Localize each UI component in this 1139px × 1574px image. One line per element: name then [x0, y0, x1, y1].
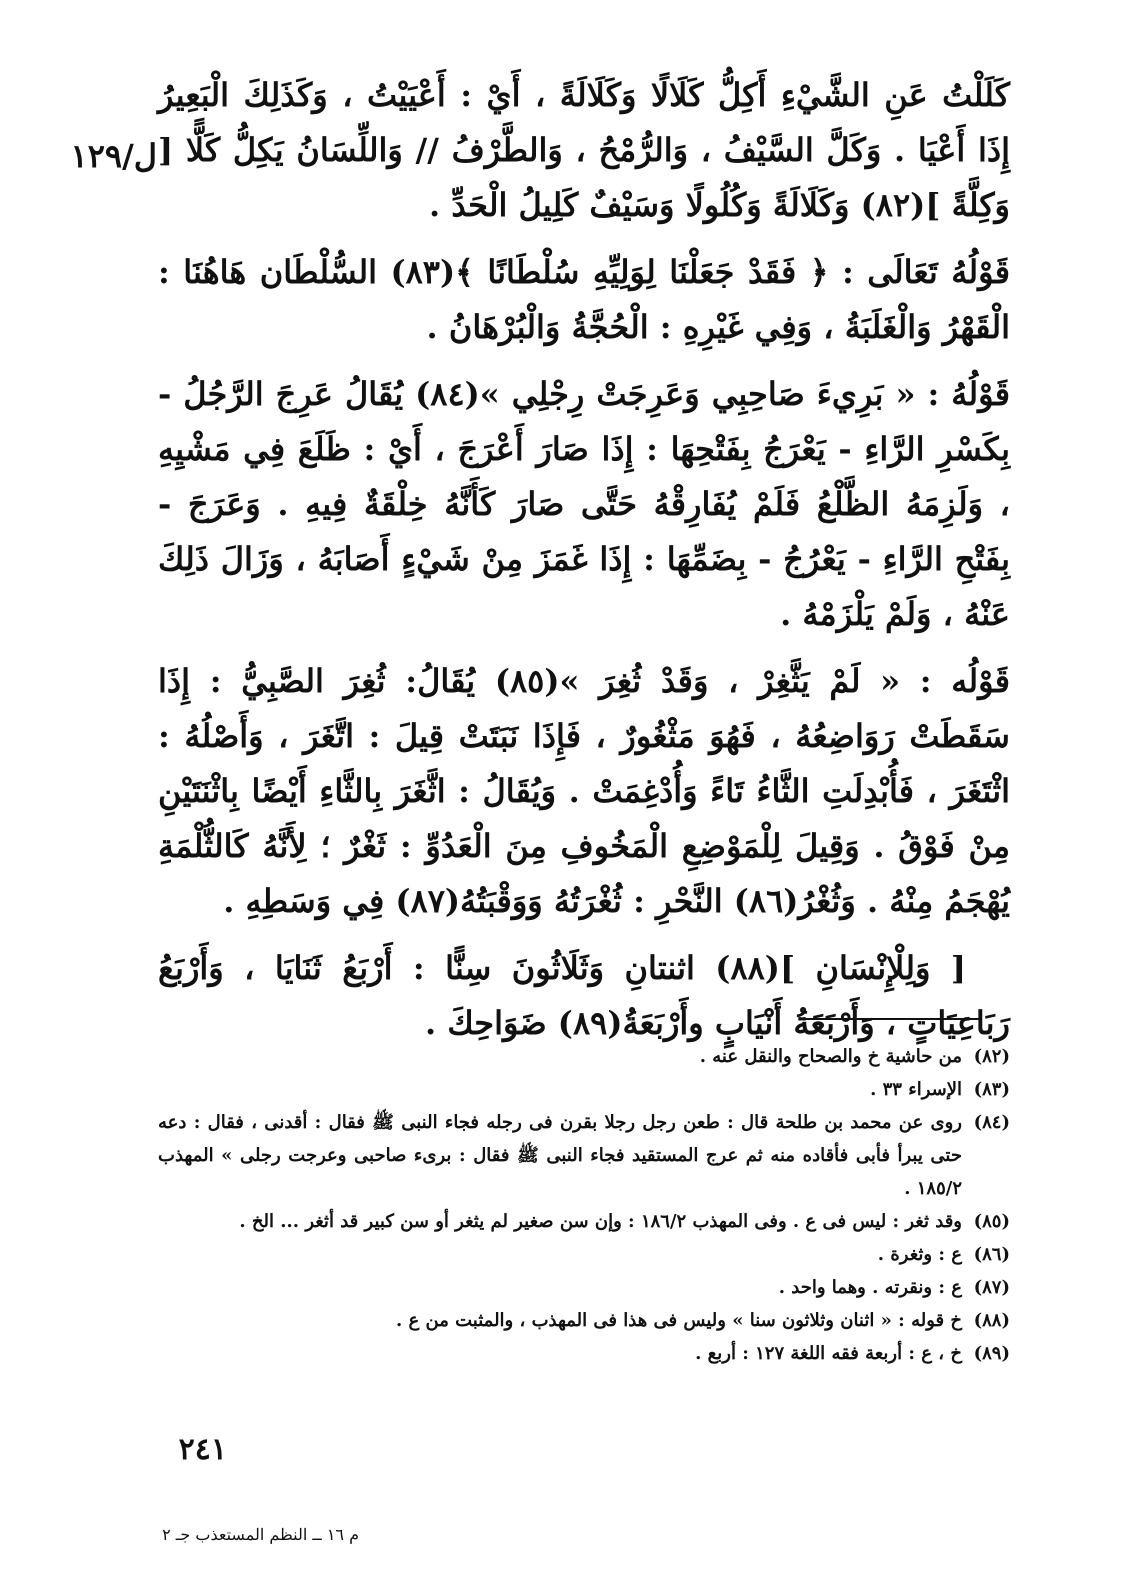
paragraph: [ وَلِلْإِنْسَانِ ](٨٨) اثنتانِ وَثَلَاثُونَ سِنًّا : أَرْبَعُ ثَنَايَا ، وَأَرْبَعُ رَبَاعِيَاتٍ ، وَأَرْبَعَةُ أَنْيَابٍ وأَرْبَعَةُ(٨٩) ضَوَاحِكَ .	[158, 949, 1010, 1042]
footnote	[158, 1337, 1010, 1370]
footnote-number: (٨٢)	[973, 1046, 1010, 1067]
paragraph: قَوْلُه : « لَمْ يَثَّغِرْ ، وَقَدْ ثُغِرَ »(٨٥) يُقَالُ: ثُغِرَ الصَّبِيُّ : إِذَا سَقَطَتْ رَوَاضِعُهُ ، فَهُوَ مَثْغُورٌ ، فَإِذَا نَبَتَتْ قِيلَ : اتَّغَرَ ، وَأَصْلُهُ : اثْتَغَرَ ، فَأُبْدِلَتِ الثَّاءُ تَاءً وَأُدْغِمَتْ . وَيُقَالُ : اثَّغَرَ بِالثَّاءِ أَيْضًا بِاثْنَتَيْنِ مِنْ فَوْقُ . وَقِيلَ لِلْمَوْضِعِ الْمَخُوفِ مِنَ الْعَدُوِّ : ثَغْرٌ ؛ لِأَنَّهُ كَالثُّلْمَةِ يُهْجَمُ مِنْهُ . وَثُغْرُ(٨٦) النَّحْرِ : ثُغْرَتُهُ وَوَقْبَتُهُ(٨٧) فِي وَسَطِهِ .	[158, 662, 1011, 920]
footnote-number: (٨٩)	[973, 1343, 1010, 1364]
footnote	[158, 1073, 1010, 1106]
footnote-text: وقد ثغر : ليس فى ع . وفى المهذب ١٨٦/٢ : وإن سن صغير لم يثغر أو سن كبير قد أثغر ... الخ .	[239, 1211, 962, 1232]
page-number: ٢٤١	[178, 1432, 227, 1467]
footnote-text: خ قوله : « اثنان وثلاثون سنا » وليس فى هذا فى المهذب ، والمثبت من ع .	[395, 1310, 962, 1331]
footnote	[158, 1304, 1010, 1337]
footnote-text: من حاشية خ والصحاح والنقل عنه .	[699, 1046, 962, 1067]
footnote-separator	[799, 1018, 979, 1020]
paragraph: قَوْلُهُ : « بَرِيءَ صَاحِبِي وَعَرِجَتْ رِجْلِي »(٨٤) يُقَالُ عَرِجَ الرَّجُلُ - بِكَسْرِ الرَّاءِ - يَعْرَجُ بِفَتْحِهَا : إِذَا صَارَ أَعْرَجَ ، أَيْ : ظَلَعَ فِي مَشْيِهِ ، وَلَزِمَهُ الظَّلْعُ فَلَمْ يُفَارِقْهُ حَتَّى صَارَ كَأَنَّهُ خِلْقَةٌ فِيهِ . وَعَرَجَ - بِفَتْحِ الرَّاءِ - يَعْرُجُ - بِضَمِّهَا : إِذَا غَمَزَ مِنْ شَيْءٍ أَصَابَهُ ، وَزَالَ ذَلِكَ عَنْهُ ، وَلَمْ يَلْزَمْهُ .	[158, 375, 1011, 633]
footnote-text: ع : وثغرة .	[877, 1244, 962, 1265]
footnote	[158, 1205, 1010, 1238]
footnote-number: (٨٣)	[973, 1079, 1010, 1100]
footnote-number: (٨٤)	[973, 1112, 1010, 1133]
footnote-text: خ ، ع : أربعة فقه اللغة ١٢٧ : أربع .	[695, 1343, 962, 1364]
footnote-text: ع : ونقرته . وهما واحد .	[778, 1277, 962, 1298]
paragraph: كَلَلْتُ عَنِ الشَّيْءِ أَكِلُّ كَلَالًا وَكَلَالَةً ، أَيْ : أَعْيَيْتُ ، وَكَذَلِكَ الْبَعِيرُ إِذَا أَعْيَا . وَكَلَّ السَّيْفُ ، وَالرُّمْحُ ، وَالطَّرْفُ // وَاللِّسَانُ يَكِلُّ كَلًّا [ وَكِلَّةً ](٨٢) وَكَلَالَةً وَكُلُولًا وَسَيْفٌ كَلِيلُ الْحَدِّ .	[158, 76, 1010, 224]
footnote	[158, 1271, 1010, 1304]
main-text	[158, 68, 1010, 1063]
footnote-text: روى عن محمد بن طلحة قال : طعن رجل رجلا بقرن فى رجله فجاء النبى ﷺ فقال : أقدنى ، فقال : دعه حتى يبرأ فأبى فأقاده منه ثم عرج المستقيد فجاء النبى ﷺ فقال : برىء صاحبى وعرجت رجلى » المهذب ١٨٥/٢ .	[158, 1112, 962, 1199]
footnote-number: (٨٥)	[973, 1211, 1010, 1232]
footnote	[158, 1106, 1010, 1205]
footnote-number: (٨٧)	[973, 1277, 1010, 1298]
margin-folio-note: ل/١٢٩	[70, 137, 157, 175]
footnote	[158, 1040, 1010, 1073]
signature-line: م ١٦ ــ النظم المستعذب جـ ٢	[162, 1525, 359, 1544]
paragraph: قَوْلُهُ تَعَالَى : ﴿ فَقَدْ جَعَلْنَا لِوَلِيِّهِ سُلْطَانًا ﴾(٨٣) السُّلْطَان هَاهُنَا : الْقَهْرُ وَالْغَلَبَةُ ، وَفِي غَيْرِهِ : الْحُجَّةُ وَالْبُرْهَانُ .	[158, 253, 1011, 346]
footnotes	[158, 1040, 1010, 1370]
footnote-number: (٨٦)	[973, 1244, 1010, 1265]
footnote-number: (٨٨)	[973, 1310, 1010, 1331]
footnote	[158, 1238, 1010, 1271]
footnote-text: الإسراء ٣٣ .	[870, 1079, 962, 1100]
